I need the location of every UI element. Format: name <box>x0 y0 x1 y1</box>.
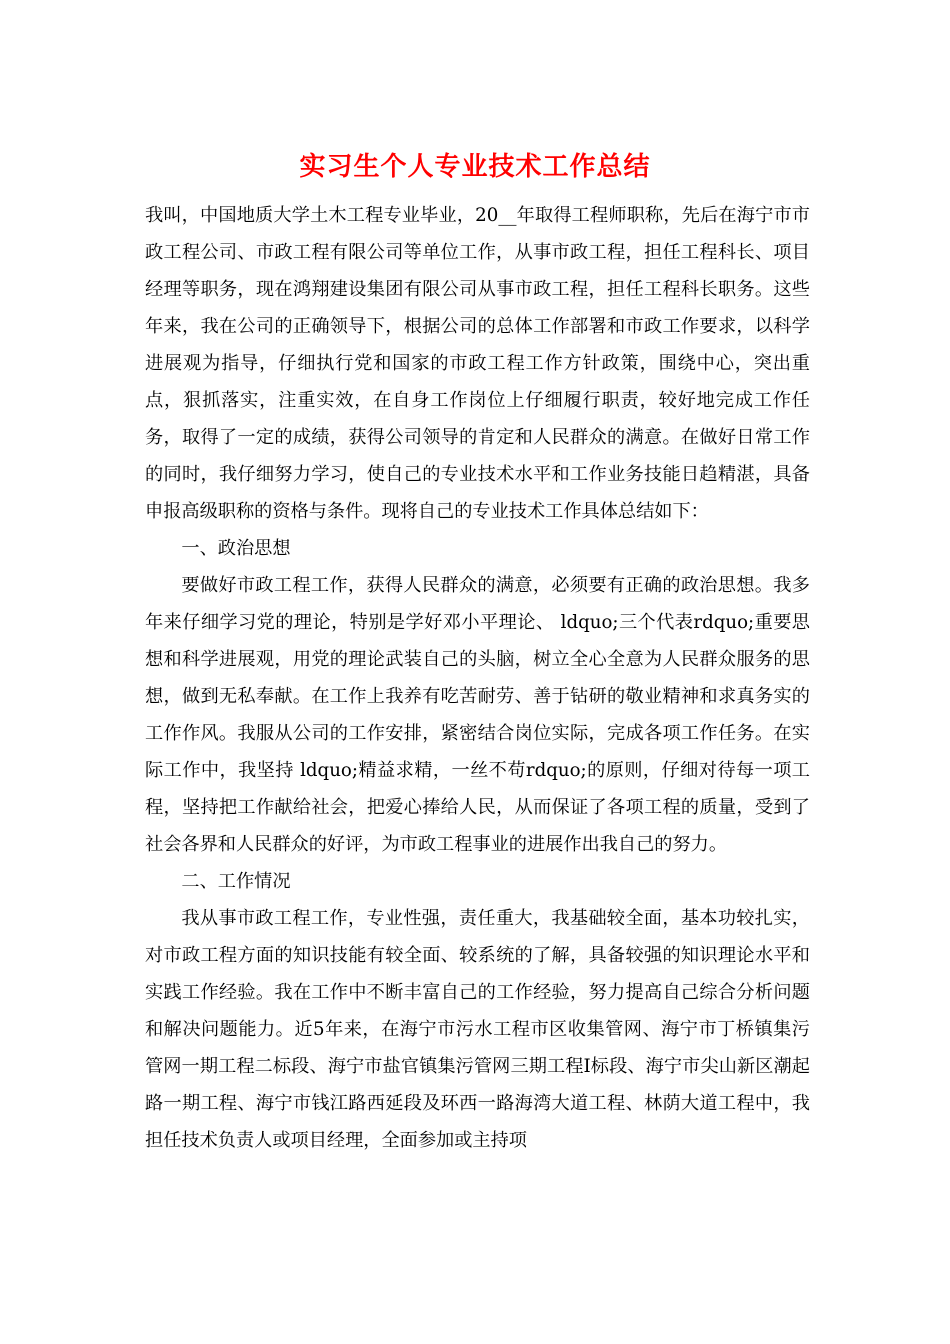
section-heading-work: 二、工作情况 <box>181 871 291 892</box>
paragraph-intro: 我叫，中国地质大学土木工程专业毕业，20__年取得工程师职称，先后在海宁市市政工程公司、市政工程有限公司等单位工作，从事市政工程，担任工程科长、项目经理等职务，现在鸿翔建设集团有限公司从事市政工程，担任工程科长职务。这些年来，我在公司的正确领导下，根据公司的总体工作部署和市政工作要求，以科学进展观为指导，仔细执行党和国家的市政工程工作方针政策，围绕中心，突出重点，狠抓落实，注重实效，在自身工作岗位上仔细履行职责，较好地完成工作任务，取得了一定的成绩，获得公司领导的肯定和人民群众的满意。在做好日常工作的同时，我仔细努力学习，使自己的专业技术水平和工作业务技能日趋精湛，具备申报高级职称的资格与条件。现将自己的专业技术工作具体总结如下： <box>145 205 810 522</box>
document-title: 实习生个人专业技术工作总结 <box>299 152 651 182</box>
section-heading-politics: 一、政治思想 <box>181 538 291 559</box>
document-body <box>145 197 810 1159</box>
paragraph-work: 我从事市政工程工作，专业性强，责任重大，我基础较全面，基本功较扎实，对市政工程方面的知识技能有较全面、较系统的了解，具备较强的知识理论水平和实践工作经验。我在工作中不断丰富自己的工作经验，努力提高自己综合分析问题和解决问题能力。近5年来，在海宁市污水工程市区收集管网、海宁市丁桥镇集污管网一期工程二标段、海宁市盐官镇集污管网三期工程Ⅰ标段、海宁市尖山新区潮起路一期工程、海宁市钱江路西延段及环西一路海湾大道工程、林荫大道工程中，我担任技术负责人或项目经理，全面参加或主持项 <box>145 908 810 1151</box>
paragraph-politics: 要做好市政工程工作，获得人民群众的满意，必须要有正确的政治思想。我多年来仔细学习党的理论，特别是学好邓小平理论、 ldquo;三个代表rdquo;重要思想和科学进展观，用党的理论武装自己的头脑，树立全心全意为人民群众服务的思想，做到无私奉献。在工作上我养有吃苦耐劳、善于钻研的敬业精神和求真务实的工作作风。我服从公司的工作安排，紧密结合岗位实际，完成各项工作任务。在实际工作中，我坚持 ldquo;精益求精，一丝不苟rdquo;的原则，仔细对待每一项工程，坚持把工作献给社会，把爱心捧给人民，从而保证了各项工程的质量，受到了社会各界和人民群众的好评，为市政工程事业的进展作出我自己的努力。 <box>145 575 810 855</box>
